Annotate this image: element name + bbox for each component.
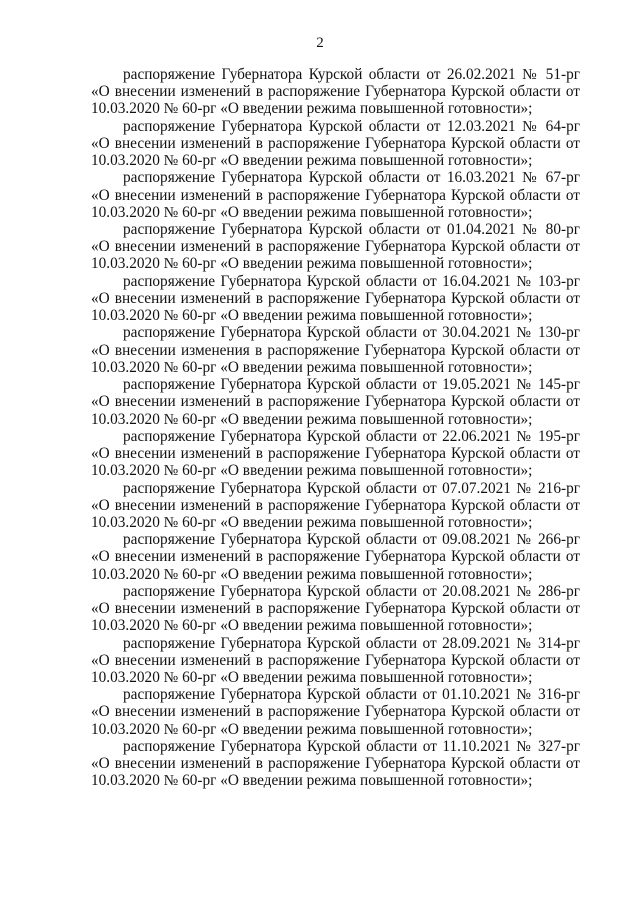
page-number: 2 — [316, 35, 324, 51]
entry-title-line: распоряжение Губернатора Курской области от 07.07.2021 № 216-рг — [123, 479, 580, 497]
entry-subject-line: «О внесении изменений в распоряжение Губернатора Курской области от — [91, 289, 580, 307]
order-entry — [91, 686, 580, 738]
entry-subject-line: «О внесении изменений в распоряжение Губернатора Курской области от — [91, 600, 580, 618]
entry-reference-line: 10.03.2020 № 60-рг «О введении режима повышенной готовности»; — [91, 772, 533, 790]
order-entry — [91, 428, 580, 480]
entry-title-line: распоряжение Губернатора Курской области от 09.08.2021 № 266-рг — [123, 531, 580, 549]
entry-subject-line: «О внесении изменений в распоряжение Губернатора Курской области от — [91, 186, 580, 204]
order-entry — [91, 738, 580, 790]
entry-reference-line: 10.03.2020 № 60-рг «О введении режима повышенной готовности»; — [91, 100, 533, 118]
entry-title-line: распоряжение Губернатора Курской области от 19.05.2021 № 145-рг — [123, 376, 580, 394]
entry-title-line: распоряжение Губернатора Курской области от 28.09.2021 № 314-рг — [123, 634, 580, 652]
order-entry — [91, 635, 580, 687]
entry-subject-line: «О внесении изменений в распоряжение Губернатора Курской области от — [91, 548, 580, 566]
entry-reference-line: 10.03.2020 № 60-рг «О введении режима повышенной готовности»; — [91, 513, 533, 531]
entry-reference-line: 10.03.2020 № 60-рг «О введении режима повышенной готовности»; — [91, 203, 533, 221]
order-entry — [91, 66, 580, 118]
entry-subject-line: «О внесении изменений в распоряжение Губернатора Курской области от — [91, 238, 580, 256]
order-entry — [91, 273, 580, 325]
entry-subject-line: «О внесении изменений в распоряжение Губернатора Курской области от — [91, 651, 580, 669]
order-entry — [91, 324, 580, 376]
entry-subject-line: «О внесении изменений в распоряжение Губернатора Курской области от — [91, 755, 580, 773]
entry-subject-line: «О внесении изменений в распоряжение Губернатора Курской области от — [91, 393, 580, 411]
entry-subject-line: «О внесении изменений в распоряжение Губернатора Курской области от — [91, 496, 580, 514]
entry-title-line: распоряжение Губернатора Курской области от 16.04.2021 № 103-рг — [123, 272, 580, 290]
entry-subject-line: «О внесении изменений в распоряжение Губернатора Курской области от — [91, 445, 580, 462]
entry-title-line: распоряжение Губернатора Курской области от 12.03.2021 № 64-рг — [123, 117, 580, 135]
order-entry — [91, 583, 580, 635]
entry-title-line: распоряжение Губернатора Курской области от 30.04.2021 № 130-рг — [123, 324, 580, 342]
order-entry — [91, 376, 580, 428]
entry-reference-line: 10.03.2020 № 60-рг «О введении режима повышенной готовности»; — [91, 152, 533, 170]
entry-title-line: распоряжение Губернатора Курской области от 16.03.2021 № 67-рг — [123, 169, 580, 187]
entry-title-line: распоряжение Губернатора Курской области от 01.10.2021 № 316-рг — [123, 686, 580, 704]
entry-title-line: распоряжение Губернатора Курской области от 26.02.2021 № 51-рг — [123, 66, 580, 83]
entry-reference-line: 10.03.2020 № 60-рг «О введении режима повышенной готовности»; — [91, 617, 533, 635]
order-entry — [91, 118, 580, 170]
order-entry — [91, 531, 580, 583]
entry-reference-line: 10.03.2020 № 60-рг «О введении режима повышенной готовности»; — [91, 720, 533, 738]
entry-reference-line: 10.03.2020 № 60-рг «О введении режима повышенной готовности»; — [91, 668, 533, 686]
entry-reference-line: 10.03.2020 № 60-рг «О введении режима повышенной готовности»; — [91, 255, 533, 273]
entry-subject-line: «О внесении изменений в распоряжение Губернатора Курской области от — [91, 134, 580, 152]
entry-reference-line: 10.03.2020 № 60-рг «О введении режима повышенной готовности»; — [91, 307, 533, 325]
entry-reference-line: 10.03.2020 № 60-рг «О введении режима повышенной готовности»; — [91, 462, 533, 480]
order-entry — [91, 480, 580, 532]
entry-title-line: распоряжение Губернатора Курской области от 20.08.2021 № 286-рг — [123, 582, 580, 600]
entry-subject-line: «О внесении изменения в распоряжение Губернатора Курской области от — [91, 341, 580, 359]
entry-reference-line: 10.03.2020 № 60-рг «О введении режима повышенной готовности»; — [91, 565, 533, 583]
order-entry — [91, 169, 580, 221]
entry-subject-line: «О внесении изменений в распоряжение Губернатора Курской области от — [91, 703, 580, 721]
document-body — [91, 66, 580, 790]
entry-title-line: распоряжение Губернатора Курской области от 11.10.2021 № 327-рг — [123, 737, 580, 755]
order-entry — [91, 221, 580, 273]
entry-subject-line: «О внесении изменений в распоряжение Губернатора Курской области от — [91, 83, 580, 101]
entry-title-line: распоряжение Губернатора Курской области от 22.06.2021 № 195-рг — [123, 427, 580, 445]
entry-reference-line: 10.03.2020 № 60-рг «О введении режима повышенной готовности»; — [91, 358, 533, 376]
entry-reference-line: 10.03.2020 № 60-рг «О введении режима повышенной готовности»; — [91, 410, 533, 428]
entry-title-line: распоряжение Губернатора Курской области от 01.04.2021 № 80-рг — [123, 221, 580, 239]
